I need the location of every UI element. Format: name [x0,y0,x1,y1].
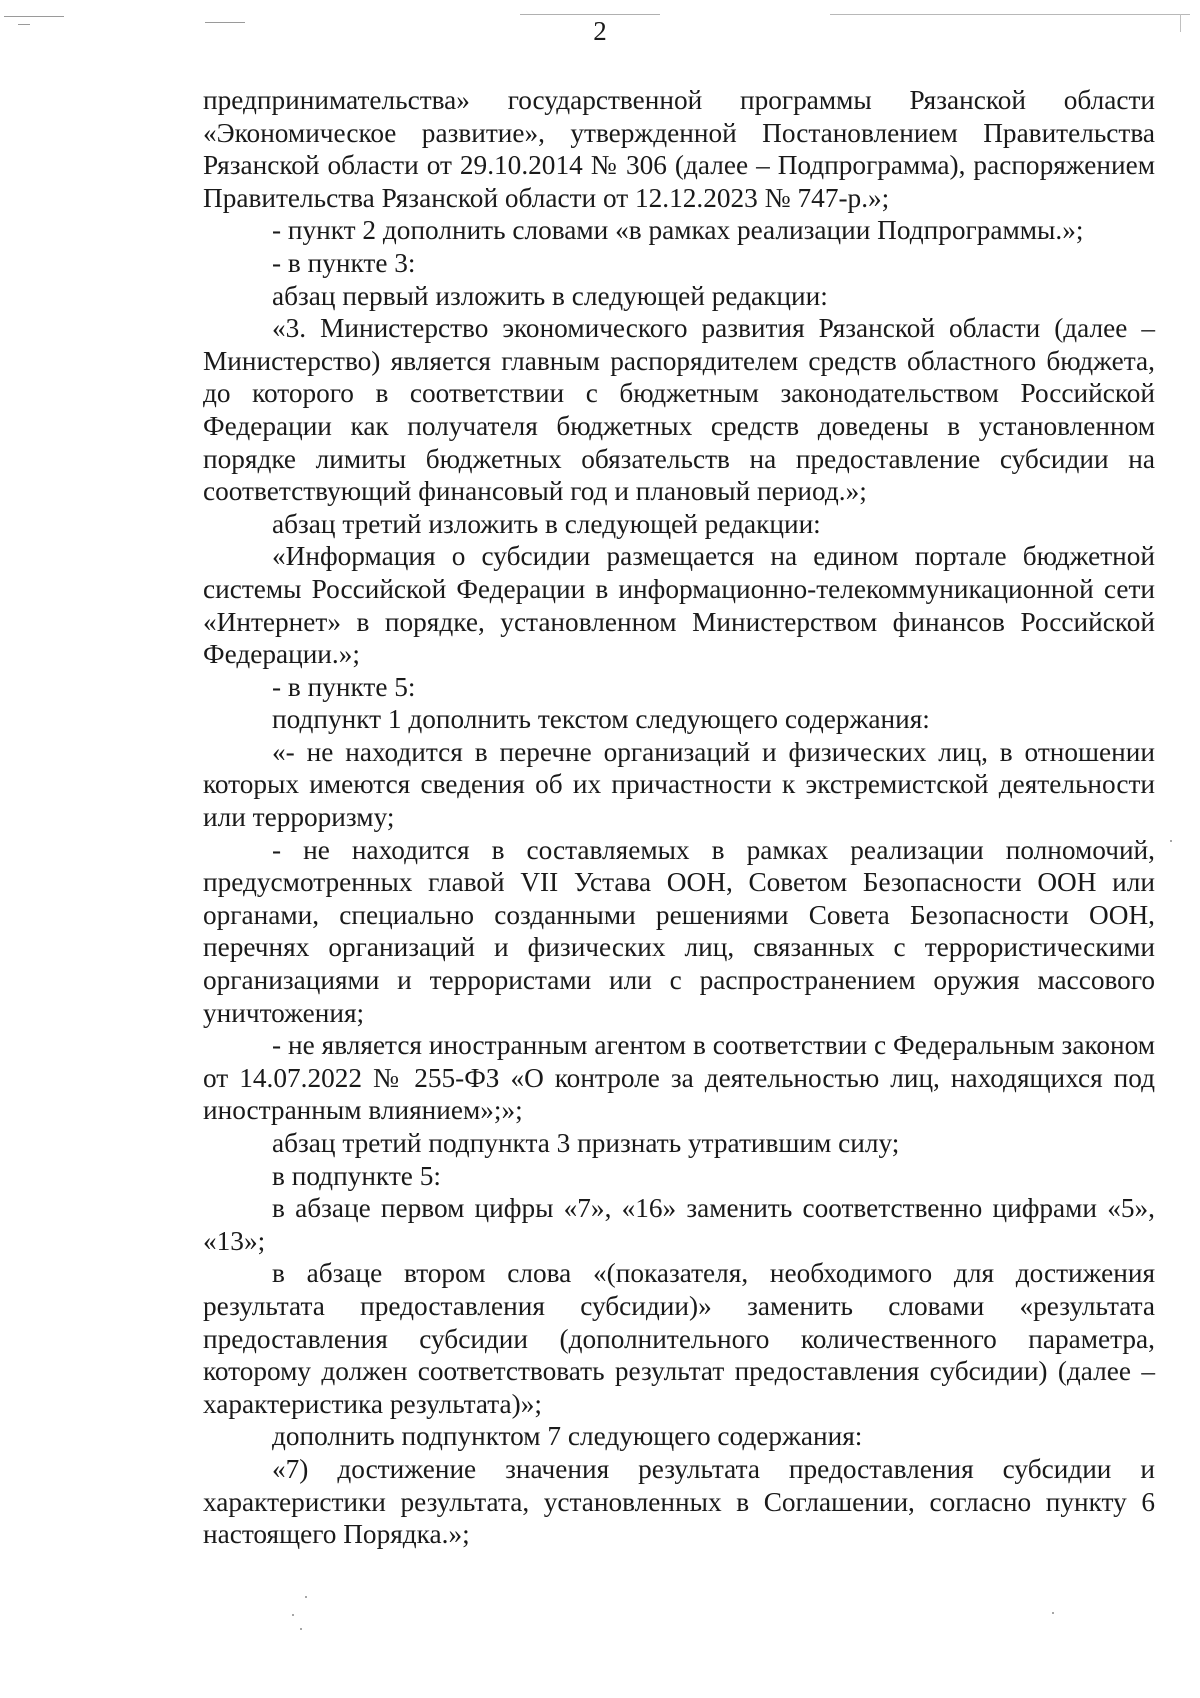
paragraph: «Информация о субсидии размещается на едином портале бюджетной системы Российской Федерации в информационно-телекоммуникационной сети «Интернет» в порядке, установленном Министерством финансов Российской Федерации.»; [203,541,1155,670]
paragraph: - пункт 2 дополнить словами «в рамках реализации Подпрограммы.»; [272,215,1084,246]
paragraph: дополнить подпунктом 7 следующего содержания: [272,1421,863,1452]
paragraph: в абзаце первом цифры «7», «16» заменить соответственно цифрами «5», «13»; [203,1193,1155,1256]
paragraph: - не находится в составляемых в рамках реализации полномочий, предусмотренных главой VII Устава ООН, Советом Безопасности ООН или органами, специально созданными решениями Совета Безопасности ООН, перечнях организаций и физических лиц, связанных с террористическими организациями и террористами или с распространением оружия массового уничтожения; [203,834,1155,1028]
paragraph: - в пункте 3: [272,247,416,278]
paragraph: «7) достижение значения результата предоставления субсидии и характеристики результата, установленных в Соглашении, согласно пункту 6 настоящего Порядка.»; [203,1453,1155,1550]
paragraph: - не является иностранным агентом в соответствии с Федеральным законом от 14.07.2022 № 255-ФЗ «О контроле за деятельностью лиц, находящихся под иностранным влиянием»;»; [203,1030,1155,1126]
paragraph: абзац третий подпункта 3 признать утратившим силу; [272,1128,900,1158]
scan-speck [292,1614,294,1616]
paragraph: абзац первый изложить в следующей редакции: [272,280,828,311]
paragraph: подпункт 1 дополнить текстом следующего содержания: [272,704,930,735]
scan-speck [1052,1612,1054,1614]
paragraph: «3. Министерство экономического развития Рязанской области (далее – Министерство) является главным распорядителем средств областного бюджета, до которого в соответствии с бюджетным законодательством Российской Федерации как получателя бюджетных средств доведены в установленном порядке лимиты бюджетных обязательств на предоставление субсидии на соответствующий финансовый год и плановый период.»; [203,313,1155,507]
page-number: 2 [593,16,607,46]
paragraph: в подпункте 5: [272,1160,441,1191]
scan-speck [1170,840,1172,842]
scan-speck [305,1596,307,1598]
paragraph: «- не находится в перечне организаций и физических лиц, в отношении которых имеются сведения об их причастности к экстремистской деятельности или терроризму; [203,736,1155,833]
paragraph: абзац третий изложить в следующей редакции: [272,508,821,539]
scan-speck [300,1628,302,1630]
paragraph: в абзаце втором слова «(показателя, необходимого для достижения результата предоставления субсидии)» заменить словами «результата предоставления субсидии (дополнительного количественного параметра, которому должен соответствовать результат предоставления субсидии) (далее – характеристика результата)»; [203,1258,1155,1419]
paragraph: - в пункте 5: [272,671,416,702]
document-body [203,84,1155,1551]
paragraph: предпринимательства» государственной программы Рязанской области «Экономическое развитие», утвержденной Постановлением Правительства Рязанской области от 29.10.2014 № 306 (далее – Подпрограмма), распоряжением Правительства Рязанской области от 12.12.2023 № 747-р.»; [203,85,1155,213]
